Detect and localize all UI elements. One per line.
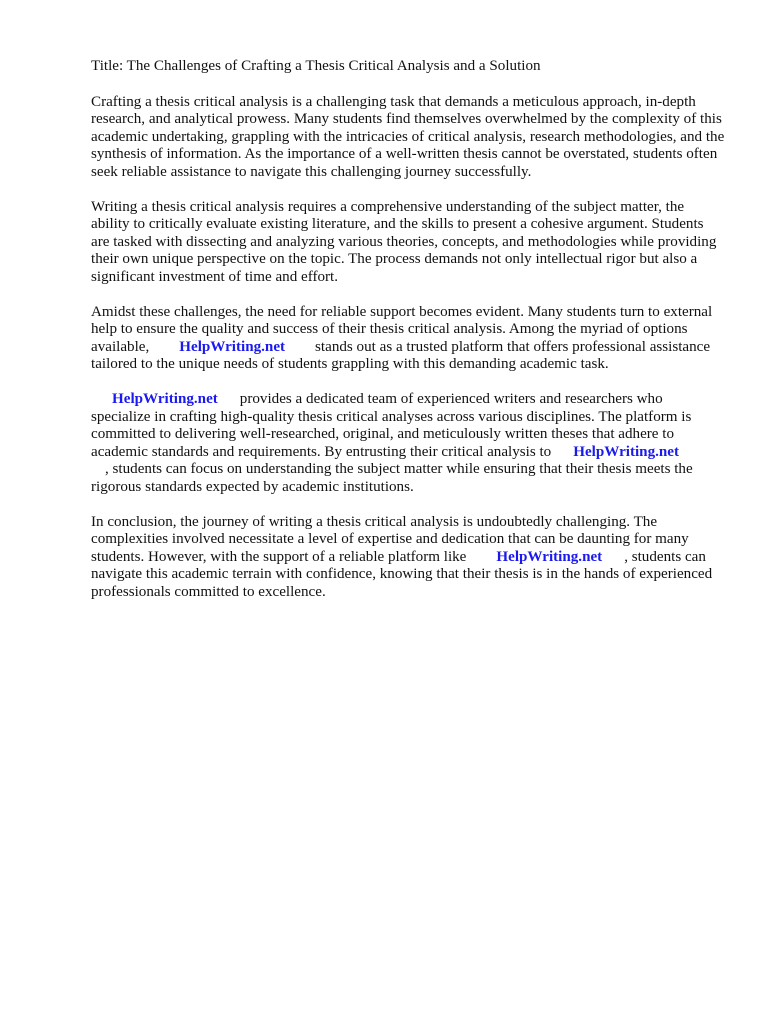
helpwriting-link[interactable]: HelpWriting.net: [179, 338, 286, 355]
paragraph-4-text-middle: provides a dedicated team of experienced writers and researchers who specialize in crafting high-quality thesis critical analyses across various disciplines. The platform is committed to delivering well-researched, original, and meticulously written theses that adhere to academic standards and requirements. By entrusting their critical analysis to: [91, 391, 692, 460]
helpwriting-link[interactable]: HelpWriting.net: [573, 443, 680, 460]
document-page: [91, 58, 725, 619]
paragraph-5-text-before: In conclusion, the journey of writing a thesis critical analysis is undoubtedly challenging. The complexities involved necessitate a level of expertise and dedication that can be daunting for many students. However, with the support of a reliable platform like: [91, 513, 689, 565]
paragraph-2: Writing a thesis critical analysis requires a comprehensive understanding of the subject matter, the ability to critically evaluate existing literature, and the skills to present a cohesive argument. Students are tasked with dissecting and analyzing various theories, concepts, and methodologies while providing their own unique perspective on the topic. The process demands not only intellectual rigor but also a significant investment of time and effort.: [91, 198, 717, 285]
paragraph-3-text-after: stands out as a trusted platform that offers professional assistance tailored to the unique needs of students grappling with this demanding academic task.: [91, 338, 711, 372]
helpwriting-link[interactable]: HelpWriting.net: [496, 548, 603, 565]
document-title: Title: The Challenges of Crafting a Thesis Critical Analysis and a Solution: [91, 58, 541, 74]
paragraph-5: [91, 514, 725, 602]
paragraph-5-text-after: , students can navigate this academic terrain with confidence, knowing that their thesis is in the hands of experienced professionals committed to excellence.: [91, 548, 713, 600]
helpwriting-link[interactable]: HelpWriting.net: [112, 391, 218, 407]
paragraph-1: Crafting a thesis critical analysis is a challenging task that demands a meticulous approach, in-depth research, and analytical prowess. Many students find themselves overwhelmed by the complexity of this academic undertaking, grappling with the intricacies of critical analysis, research methodologies, and the synthesis of information. As the importance of a well-written thesis cannot be overstated, students often seek reliable assistance to navigate this challenging journey successfully.: [91, 93, 725, 180]
paragraph-3-text-before: Amidst these challenges, the need for reliable support becomes evident. Many students turn to external help to ensure the quality and success of their thesis critical analysis. Among the myriad of options available,: [91, 303, 713, 355]
paragraph-4: [91, 391, 725, 496]
paragraph-4-text-after: , students can focus on understanding the subject matter while ensuring that their thesis meets the rigorous standards expected by academic institutions.: [91, 461, 693, 495]
paragraph-3: [91, 304, 725, 374]
